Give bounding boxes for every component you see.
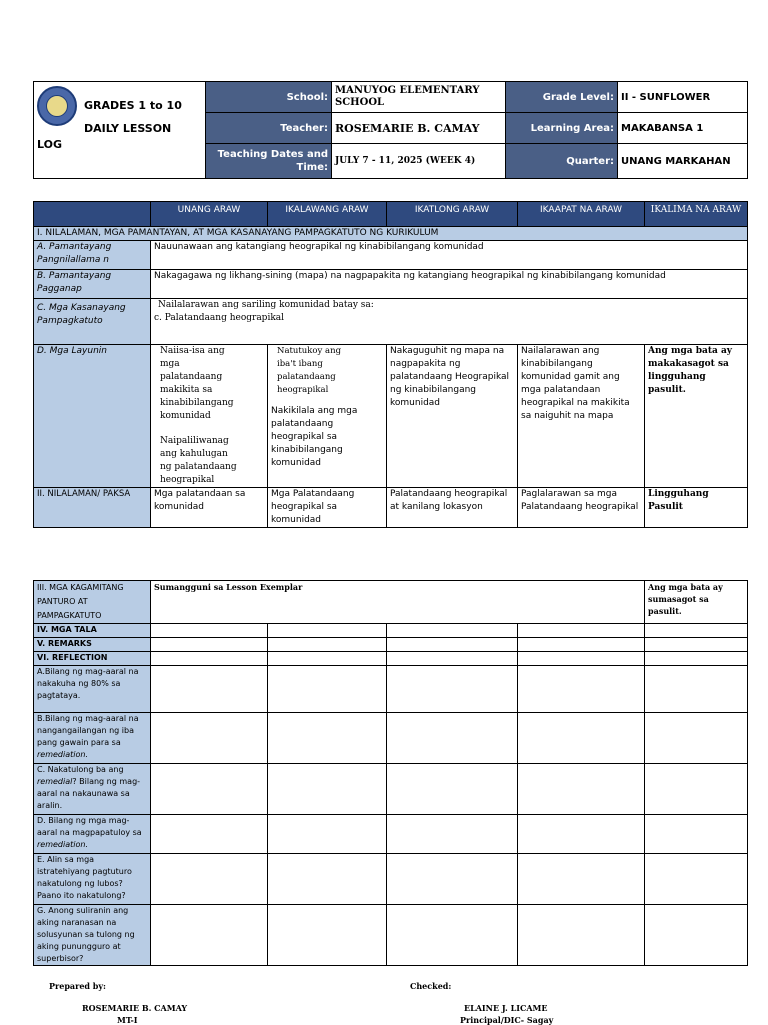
day4-header: IKAAPAT NA ARAW xyxy=(518,202,645,227)
remarks-day1 xyxy=(151,638,268,652)
layunin-day2-b: Nakikilala ang mga palatandaang heograpikal sa kinabibilangang komunidad xyxy=(271,406,358,468)
layunin-day3: Nakaguguhit ng mapa na nagpapakita ng palatandaang Heograpikal ng kinabibilangang komunidad xyxy=(387,345,518,488)
kagamitang-panturo-text: Sumangguni sa Lesson Exemplar xyxy=(151,581,645,624)
header-corner xyxy=(34,202,151,227)
mga-tala-label: IV. MGA TALA xyxy=(34,624,151,638)
grade-level-label: Grade Level: xyxy=(506,82,618,113)
checked-label: Checked: xyxy=(410,981,452,991)
mga-layunin-label: D. Mga Layunin xyxy=(34,345,151,488)
remarks-day2 xyxy=(268,638,387,652)
layunin-day1 xyxy=(151,345,268,488)
kasanayang-pampagkatuto-text xyxy=(151,299,748,345)
quarter-value: UNANG MARKAHAN xyxy=(618,144,748,179)
pamantayang-pagganap-label: B. Pamantayang Pagganap xyxy=(34,270,151,299)
header-table xyxy=(33,81,748,179)
remarks-day3 xyxy=(387,638,518,652)
pamantayang-pagganap-text: Nakagagawa ng likhang-sining (mapa) na nagpapakita ng katangiang heograpikal ng kinabibilangang komunidad xyxy=(151,270,748,299)
kagamitang-day5: Ang mga bata ay sumasagot sa pasulit. xyxy=(645,581,748,624)
remarks-label: V. REMARKS xyxy=(34,638,151,652)
deped-seal-icon xyxy=(37,86,77,126)
learning-area-value: MAKABANSA 1 xyxy=(618,113,748,144)
reflection-question-c: C. Nakatulong ba ang remedial? Bilang ng mag-aaral na nakaunawa sa aralin. xyxy=(34,764,151,815)
reflection-question-g: G. Anong suliranin ang aking naranasan na solusyunan sa tulong ng aking punungguro at superbisor? xyxy=(34,905,151,966)
kagamitang-panturo-label: III. MGA KAGAMITANG PANTURO AT PAMPAGKATUTO xyxy=(34,581,151,624)
kasanayang-line2: c. Palatandaang heograpikal xyxy=(154,313,285,323)
quarter-label: Quarter: xyxy=(506,144,618,179)
reflection-day3 xyxy=(387,652,518,666)
remarks-day4 xyxy=(518,638,645,652)
reflection-day5 xyxy=(645,652,748,666)
dates-value: JULY 7 - 11, 2025 (WEEK 4) xyxy=(332,144,506,179)
prepared-by-name: ROSEMARIE B. CAMAY xyxy=(82,1003,188,1013)
day3-header: IKATLONG ARAW xyxy=(387,202,518,227)
reflection-table xyxy=(33,580,748,966)
paksa-day2: Mga Palatandaang heograpikal sa komunidad xyxy=(268,488,387,528)
paksa-day1: Mga palatandaan sa komunidad xyxy=(151,488,268,528)
teacher-label: Teacher: xyxy=(206,113,332,144)
layunin-day4: Nailalarawan ang kinabibilangang komunidad gamit ang mga palatandaan heograpikal na makikita sa naiguhit na mapa xyxy=(518,345,645,488)
day1-header: UNANG ARAW xyxy=(151,202,268,227)
main-table xyxy=(33,201,748,528)
kasanayang-line1: Nailalarawan ang sariling komunidad batay sa: xyxy=(158,300,374,310)
layunin-day2-a: Natutukoy ang iba't ibang palatandaang heograpikal xyxy=(277,346,342,395)
reflection-day4 xyxy=(518,652,645,666)
layunin-day2 xyxy=(268,345,387,488)
day5-header: IKALIMA NA ARAW xyxy=(645,202,748,227)
checked-title: Principal/DIC- Sagay xyxy=(460,1015,554,1025)
reflection-day1 xyxy=(151,652,268,666)
layunin-day1-a: Naiisa-isa ang mga palatandaang makikita sa kinabibilangang komunidad xyxy=(160,346,234,421)
reflection-question-d: D. Bilang ng mga mag-aaral na magpapatuloy sa remediation. xyxy=(34,815,151,854)
section-1-heading: I. NILALAMAN, MGA PAMANTAYAN, AT MGA KASANAYANG PAMPAGKATUTO NG KURIKULUM xyxy=(34,227,748,241)
reflection-label: VI. REFLECTION xyxy=(34,652,151,666)
layunin-day5: Ang mga bata ay makakasagot sa lingguhang pasulit. xyxy=(645,345,748,488)
pamantayang-pangnilalaman-label: A. Pamantayang Pangnilallama n xyxy=(34,241,151,270)
pamantayang-pangnilalaman-text: Nauunawaan ang katangiang heograpikal ng kinabibilangang komunidad xyxy=(151,241,748,270)
day2-header: IKALAWANG ARAW xyxy=(268,202,387,227)
paksa-day4: Paglalarawan sa mga Palatandaang heograpikal xyxy=(518,488,645,528)
tala-day5 xyxy=(645,624,748,638)
learning-area-label: Learning Area: xyxy=(506,113,618,144)
reflection-question-e: E. Alin sa mga istratehiyang pagtuturo nakatulong ng lubos? Paano ito nakatulong? xyxy=(34,854,151,905)
layunin-day1-b: Naipaliliwanag ang kahulugan ng palatandaang heograpikal xyxy=(160,436,237,485)
title-cell xyxy=(34,82,206,179)
kasanayang-pampagkatuto-label: C. Mga Kasanayang Pampagkatuto xyxy=(34,299,151,345)
tala-day1 xyxy=(151,624,268,638)
title-line1: GRADES 1 to 10 xyxy=(84,99,182,112)
tala-day4 xyxy=(518,624,645,638)
paksa-day5: Lingguhang Pasulit xyxy=(645,488,748,528)
school-value: MANUYOG ELEMENTARY SCHOOL xyxy=(332,82,506,113)
paksa-day3: Palatandaang heograpikal at kanilang lokasyon xyxy=(387,488,518,528)
school-label: School: xyxy=(206,82,332,113)
remarks-day5 xyxy=(645,638,748,652)
prepared-by-title: MT-I xyxy=(117,1015,138,1025)
title-line3: LOG xyxy=(37,138,62,151)
reflection-day2 xyxy=(268,652,387,666)
grade-level-value: II - SUNFLOWER xyxy=(618,82,748,113)
checked-name: ELAINE J. LICAME xyxy=(464,1003,548,1013)
teacher-value: ROSEMARIE B. CAMAY xyxy=(332,113,506,144)
dates-label: Teaching Dates and Time: xyxy=(206,144,332,179)
title-line2: DAILY LESSON xyxy=(84,122,172,135)
tala-day2 xyxy=(268,624,387,638)
nilalaman-paksa-label: II. NILALAMAN/ PAKSA xyxy=(34,488,151,528)
prepared-by-label: Prepared by: xyxy=(49,981,106,991)
tala-day3 xyxy=(387,624,518,638)
reflection-question-b: B.Bilang ng mag-aaral na nangangailangan ng iba pang gawain para sa remediation. xyxy=(34,713,151,764)
reflection-question-a: A.Bilang ng mag-aaral na nakakuha ng 80% sa pagtataya. xyxy=(34,666,151,713)
